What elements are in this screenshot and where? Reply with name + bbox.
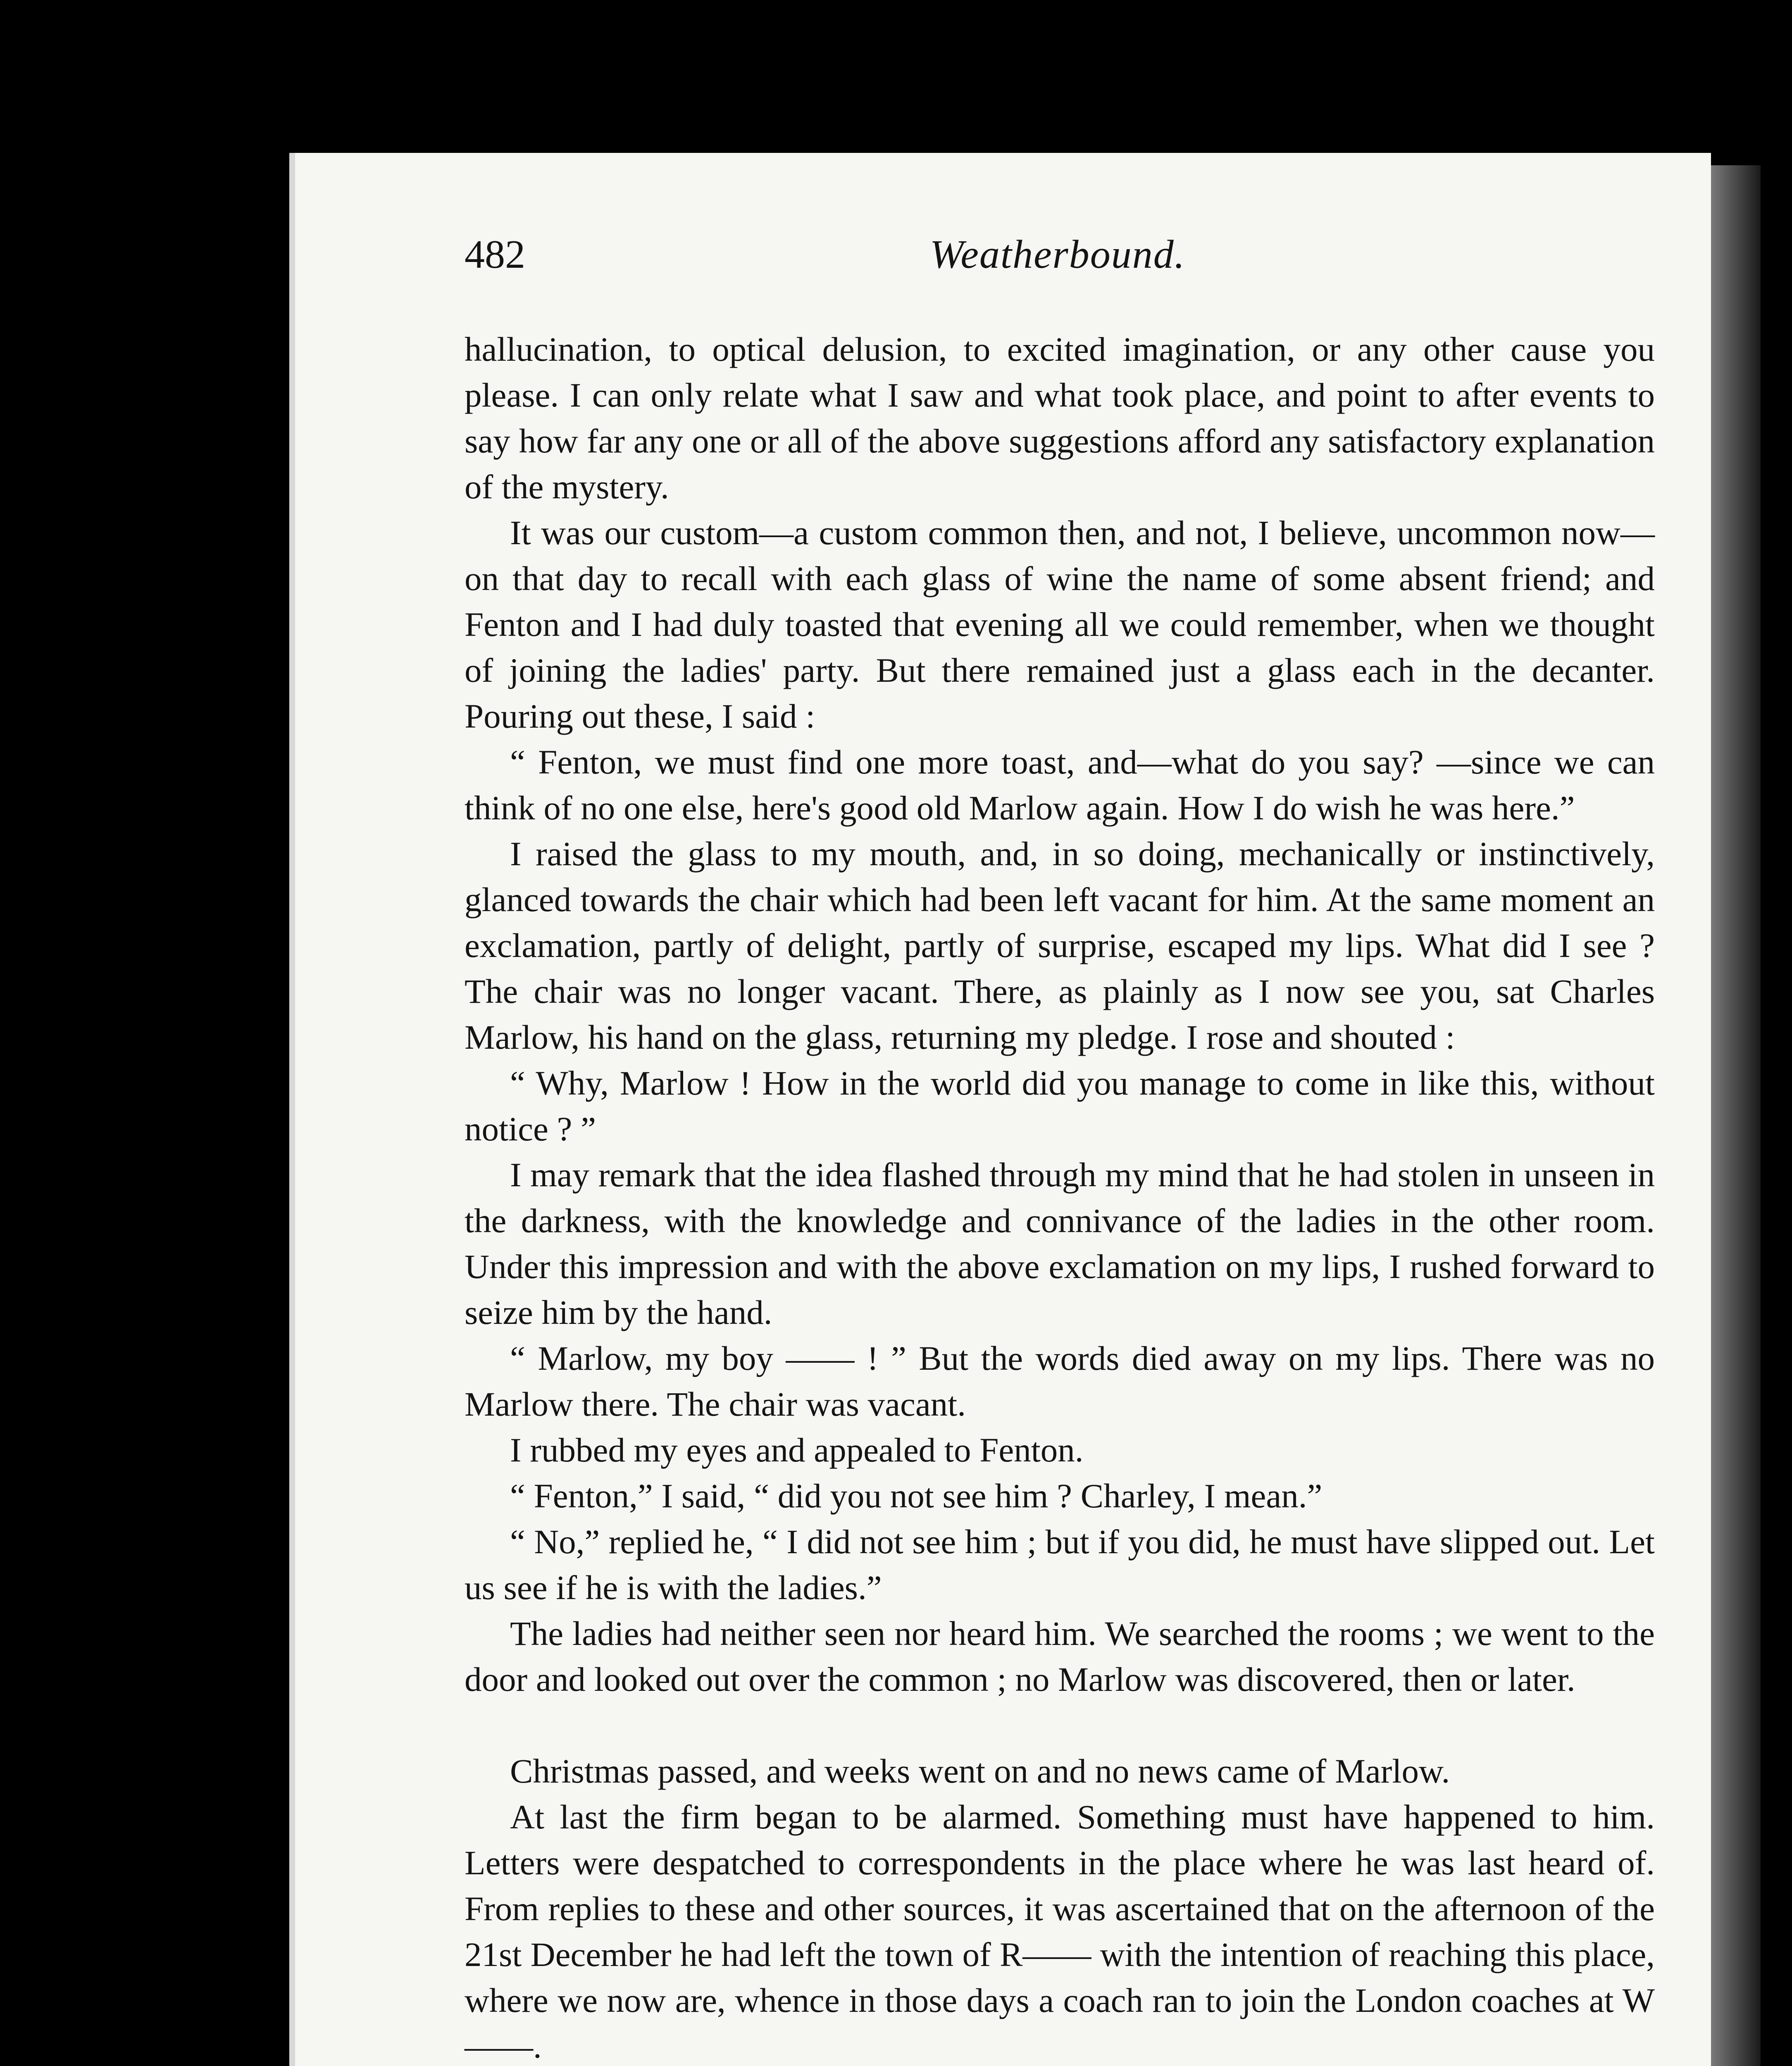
paragraph-4: I raised the glass to my mouth, and, in so doing, mechanically or instinctively, glanced towards the chair which had been left vacant for him. At the same moment an exclamation, partly of delight, partly of surprise, escaped my lips. What did I see ? The chair was no longer vacant. There, as plainly as I now see you, sat Charles Marlow, his hand on the glass, returning my pledge. I rose and shouted : xyxy=(465,835,1655,1056)
book-page xyxy=(289,153,1711,2066)
paragraph-2: It was our custom—a custom common then, and not, I believe, uncommon now—on that day to recall with each glass of wine the name of some absent friend; and Fenton and I had duly toasted that evening all we could remember, when we thought of joining the ladies' party. But there remained just a glass each in the decanter. Pouring out these, I said : xyxy=(465,514,1655,735)
paragraph-7: “ Marlow, my boy —— ! ” But the words died away on my lips. There was no Marlow there. The chair was vacant. xyxy=(465,1339,1655,1423)
facing-page-edge xyxy=(1711,165,1761,2066)
paragraph-12: Christmas passed, and weeks went on and no news came of Marlow. xyxy=(510,1752,1450,1790)
paragraph-6: I may remark that the idea flashed through my mind that he had stolen in unseen in the darkness, with the knowledge and connivance of the ladies in the other room. Under this impression and with the above exclamation on my lips, I rushed forward to seize him by the hand. xyxy=(465,1156,1655,1331)
paragraph-10: “ No,” replied he, “ I did not see him ; but if you did, he must have slipped out. Let us see if he is with the ladies.” xyxy=(465,1523,1655,1607)
running-head xyxy=(465,231,1651,293)
page-title: Weatherbound. xyxy=(929,232,1186,277)
paragraph-11: The ladies had neither seen nor heard him. We searched the rooms ; we went to the door and looked out over the common ; no Marlow was discovered, then or later. xyxy=(465,1614,1655,1698)
paragraph-3: “ Fenton, we must find one more toast, and—what do you say? —since we can think of no one else, here's good old Marlow again. How I do wish he was here.” xyxy=(465,743,1655,827)
page-number: 482 xyxy=(465,232,525,277)
paragraph-13: At last the firm began to be alarmed. Something must have happened to him. Letters were despatched to correspondents in the place where he was last heard of. From replies to these and other sources, it was ascertained that on the afternoon of the 21st December he had left the town of R—— with the intention of reaching this place, where we now are, whence in those days a coach ran to join the London coaches at W——. xyxy=(465,1798,1655,2065)
paragraph-1: hallucination, to optical delusion, to excited imagination, or any other cause you please. I can only relate what I saw and what took place, and point to after events to say how far any one or all of the above suggestions afford any satisfactory explanation of the mystery. xyxy=(465,330,1655,506)
paragraph-9: “ Fenton,” I said, “ did you not see him ? Charley, I mean.” xyxy=(510,1477,1323,1515)
paragraph-8: I rubbed my eyes and appealed to Fenton. xyxy=(510,1431,1084,1469)
body-text xyxy=(465,326,1655,2066)
paragraph-5: “ Why, Marlow ! How in the world did you manage to come in like this, without notice ? ” xyxy=(465,1064,1655,1148)
